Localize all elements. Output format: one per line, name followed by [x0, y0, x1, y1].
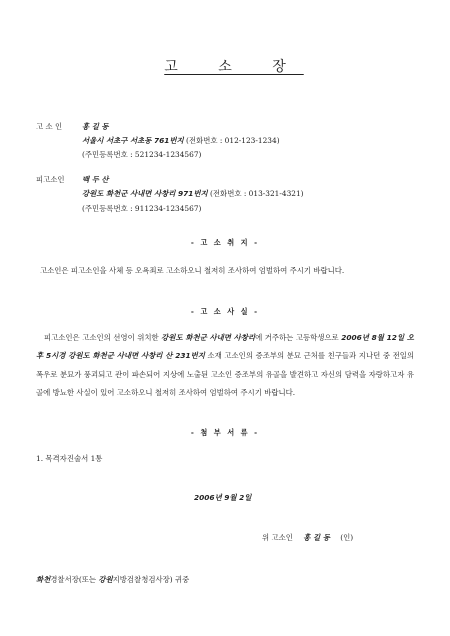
accused-phone: (전화번호 : 013-321-4321): [210, 189, 304, 198]
recipient-line: [36, 574, 189, 585]
recipient-office-2: 강원: [98, 575, 113, 584]
signature-seal: (인): [340, 533, 354, 542]
accused-id: (주민등록번호 : 911234-1234567): [82, 204, 202, 213]
facts-paragraph: [36, 329, 414, 402]
recipient-text-1: 경찰서장(또는: [50, 575, 99, 584]
facts-date-location: 2006년 8월 12일 오후 5시경 강원도 화천군 사내면 사창리 산 231번지: [36, 333, 414, 361]
attachments-heading: - 첨 부 서 류 -: [190, 428, 260, 437]
facts-text-3: 소재 고소인의 증조부의 분묘 근처를 친구들과 지나던 중 전일의 폭우로 분묘가 풍괴되고 관이 파손되어 지상에 노출된 고소인 증조부의 유골을 발견하고 자신의 담력을 자랑하고자 유골에 방뇨한 사실이 있어 고소하오니 철저히 조사하여 엄벌하여 주시기 바랍니다.: [36, 351, 414, 397]
complainant-address: 서울시 서초구 서초동 761번지: [82, 136, 184, 145]
accused-address-line: [82, 188, 304, 199]
facts-heading: - 고 소 사 실 -: [190, 307, 260, 316]
accused-name: 백 두 산: [82, 175, 109, 184]
signature-name: 홍 길 동: [303, 533, 330, 542]
complainant-label: 고 소 인: [36, 122, 63, 131]
accused-address: 강원도 화천군 사내면 사창리 971번지: [82, 189, 208, 198]
complainant-phone: (전화번호 : 012-123-1234): [186, 136, 280, 145]
signature-prefix: 위 고소인: [262, 533, 293, 542]
complainant-name: 홍 길 동: [82, 122, 109, 131]
recipient-office: 화천: [36, 575, 51, 584]
purpose-text: 고소인은 피고소인을 사체 등 오욕죄로 고소하오니 철저히 조사하여 엄벌하여 주시기 바랍니다.: [40, 266, 345, 275]
facts-text-1: 피고소인은 고소인의 선영이 위치한: [44, 333, 162, 342]
accused-label: 피고소인: [36, 175, 65, 184]
complainant-address-line: [82, 135, 280, 146]
facts-location: 강원도 화천군 사내면 사창리: [161, 333, 256, 342]
recipient-text-2: 지방검찰청검사장) 귀중: [112, 575, 190, 584]
facts-text-2: 에 거주하는 고등학생으로: [255, 333, 342, 342]
purpose-heading: - 고 소 취 지 -: [190, 238, 260, 247]
document-title: 고 소 장: [164, 59, 304, 75]
complainant-id: (주민등록번호 : 521234-1234567): [82, 150, 202, 159]
signature-line: [262, 532, 353, 543]
attachment-item: 1. 목격자진술서 1통: [36, 454, 103, 463]
document-date: 2006년 9월 2일: [194, 493, 252, 502]
